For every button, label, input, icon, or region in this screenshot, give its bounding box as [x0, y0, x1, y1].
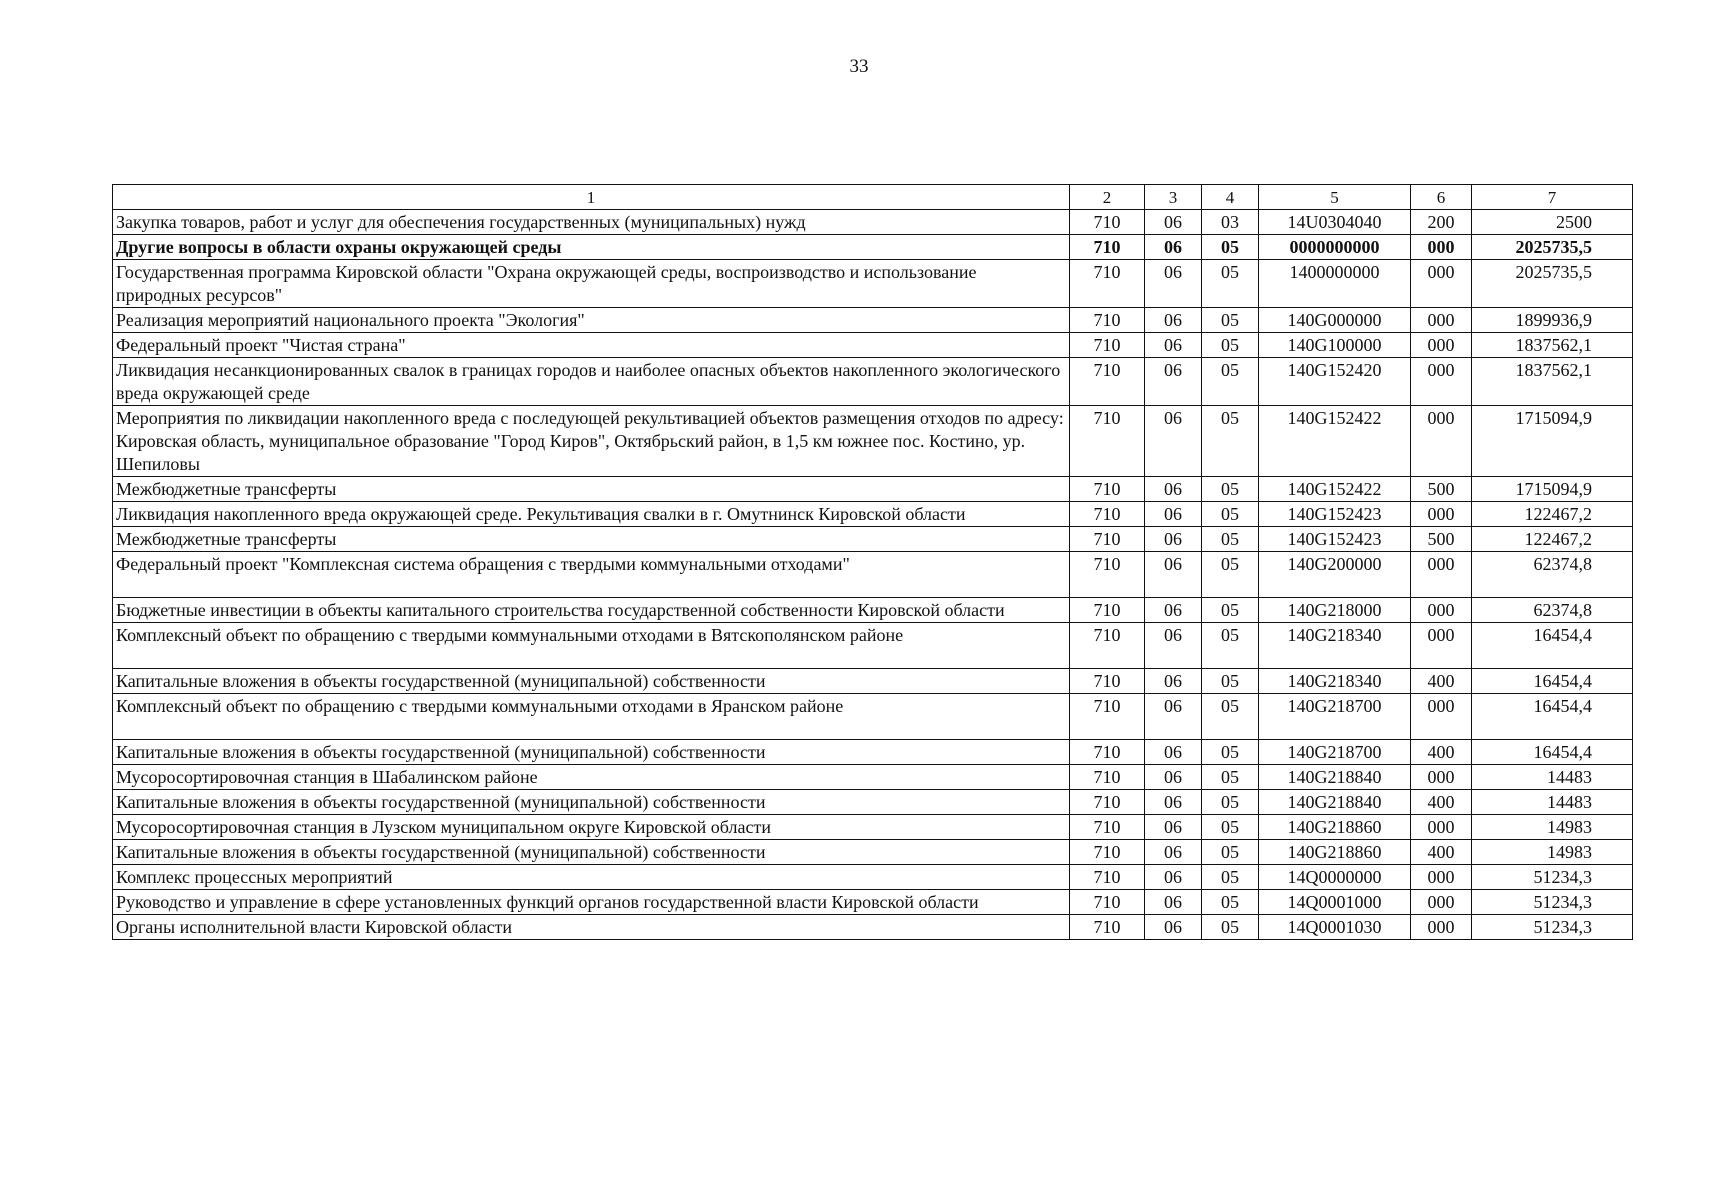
expense-type-cell: 000 [1411, 552, 1472, 598]
amount-cell: 16454,4 [1472, 623, 1633, 669]
subsection-code-cell: 05 [1202, 765, 1259, 790]
section-code-cell: 06 [1145, 915, 1202, 940]
amount-cell: 122467,2 [1472, 527, 1633, 552]
table-row [113, 210, 1633, 235]
expense-type-cell: 000 [1411, 623, 1472, 669]
table-row [113, 815, 1633, 840]
amount-cell: 1715094,9 [1472, 477, 1633, 502]
expense-type-cell: 000 [1411, 598, 1472, 623]
target-article-cell: 140G152422 [1259, 477, 1411, 502]
target-article-cell: 140G218340 [1259, 669, 1411, 694]
table-row [113, 598, 1633, 623]
expense-type-cell: 400 [1411, 840, 1472, 865]
ministry-code-cell: 710 [1070, 502, 1145, 527]
target-article-cell: 14U0304040 [1259, 210, 1411, 235]
expense-type-cell: 200 [1411, 210, 1472, 235]
table-row [113, 790, 1633, 815]
table-row [113, 406, 1633, 477]
item-name-cell: Закупка товаров, работ и услуг для обеспечения государственных (муниципальных) нужд [113, 210, 1070, 235]
expense-type-cell: 000 [1411, 815, 1472, 840]
amount-cell: 1899936,9 [1472, 308, 1633, 333]
subsection-code-cell: 05 [1202, 840, 1259, 865]
section-code-cell: 06 [1145, 308, 1202, 333]
subsection-code-cell: 05 [1202, 790, 1259, 815]
amount-cell: 1715094,9 [1472, 406, 1633, 477]
ministry-code-cell: 710 [1070, 333, 1145, 358]
subsection-code-cell: 05 [1202, 865, 1259, 890]
item-name-cell: Бюджетные инвестиции в объекты капитального строительства государственной собственности Кировской области [113, 598, 1070, 623]
subsection-code-cell: 05 [1202, 694, 1259, 740]
subsection-code-cell: 05 [1202, 598, 1259, 623]
subsection-code-cell: 05 [1202, 260, 1259, 308]
expense-type-cell: 000 [1411, 502, 1472, 527]
amount-cell: 1837562,1 [1472, 358, 1633, 406]
ministry-code-cell: 710 [1070, 815, 1145, 840]
ministry-code-cell: 710 [1070, 477, 1145, 502]
ministry-code-cell: 710 [1070, 840, 1145, 865]
table-row [113, 502, 1633, 527]
table-row [113, 333, 1633, 358]
section-code-cell: 06 [1145, 740, 1202, 765]
subsection-code-cell: 05 [1202, 815, 1259, 840]
amount-cell: 51234,3 [1472, 865, 1633, 890]
section-code-cell: 06 [1145, 210, 1202, 235]
column-header: 5 [1259, 185, 1411, 210]
budget-table [112, 184, 1633, 940]
section-code-cell: 06 [1145, 840, 1202, 865]
ministry-code-cell: 710 [1070, 740, 1145, 765]
target-article-cell: 140G218700 [1259, 694, 1411, 740]
expense-type-cell: 000 [1411, 260, 1472, 308]
target-article-cell: 140G218840 [1259, 790, 1411, 815]
table-row [113, 694, 1633, 740]
target-article-cell: 140G218000 [1259, 598, 1411, 623]
section-code-cell: 06 [1145, 406, 1202, 477]
item-name-cell: Мусоросортировочная станция в Шабалинском районе [113, 765, 1070, 790]
amount-cell: 14483 [1472, 790, 1633, 815]
subsection-code-cell: 05 [1202, 915, 1259, 940]
target-article-cell: 0000000000 [1259, 235, 1411, 260]
table-row [113, 865, 1633, 890]
section-code-cell: 06 [1145, 623, 1202, 669]
amount-cell: 62374,8 [1472, 598, 1633, 623]
amount-cell: 62374,8 [1472, 552, 1633, 598]
amount-cell: 2500 [1472, 210, 1633, 235]
table-header-row [113, 185, 1633, 210]
target-article-cell: 140G000000 [1259, 308, 1411, 333]
item-name-cell: Капитальные вложения в объекты государственной (муниципальной) собственности [113, 790, 1070, 815]
item-name-cell: Капитальные вложения в объекты государственной (муниципальной) собственности [113, 669, 1070, 694]
amount-cell: 2025735,5 [1472, 235, 1633, 260]
expense-type-cell: 400 [1411, 740, 1472, 765]
target-article-cell: 140G218840 [1259, 765, 1411, 790]
subsection-code-cell: 05 [1202, 235, 1259, 260]
amount-cell: 14483 [1472, 765, 1633, 790]
table-row [113, 260, 1633, 308]
target-article-cell: 140G100000 [1259, 333, 1411, 358]
ministry-code-cell: 710 [1070, 598, 1145, 623]
amount-cell: 14983 [1472, 840, 1633, 865]
ministry-code-cell: 710 [1070, 915, 1145, 940]
expense-type-cell: 000 [1411, 358, 1472, 406]
target-article-cell: 140G218700 [1259, 740, 1411, 765]
section-code-cell: 06 [1145, 815, 1202, 840]
column-header: 1 [113, 185, 1070, 210]
section-code-cell: 06 [1145, 669, 1202, 694]
target-article-cell: 140G200000 [1259, 552, 1411, 598]
expense-type-cell: 500 [1411, 527, 1472, 552]
item-name-cell: Комплекс процессных мероприятий [113, 865, 1070, 890]
table-row [113, 915, 1633, 940]
ministry-code-cell: 710 [1070, 623, 1145, 669]
section-code-cell: 06 [1145, 890, 1202, 915]
item-name-cell: Межбюджетные трансферты [113, 527, 1070, 552]
subsection-code-cell: 05 [1202, 527, 1259, 552]
expense-type-cell: 000 [1411, 915, 1472, 940]
expense-type-cell: 500 [1411, 477, 1472, 502]
ministry-code-cell: 710 [1070, 260, 1145, 308]
item-name-cell: Органы исполнительной власти Кировской области [113, 915, 1070, 940]
target-article-cell: 140G152422 [1259, 406, 1411, 477]
table-row [113, 308, 1633, 333]
page-number: 33 [849, 56, 869, 77]
item-name-cell: Другие вопросы в области охраны окружающей среды [113, 235, 1070, 260]
table-row [113, 765, 1633, 790]
subsection-code-cell: 05 [1202, 406, 1259, 477]
subsection-code-cell: 05 [1202, 890, 1259, 915]
table-row [113, 552, 1633, 598]
expense-type-cell: 000 [1411, 694, 1472, 740]
target-article-cell: 140G152420 [1259, 358, 1411, 406]
table-row [113, 477, 1633, 502]
ministry-code-cell: 710 [1070, 790, 1145, 815]
ministry-code-cell: 710 [1070, 210, 1145, 235]
section-code-cell: 06 [1145, 598, 1202, 623]
ministry-code-cell: 710 [1070, 694, 1145, 740]
expense-type-cell: 000 [1411, 865, 1472, 890]
ministry-code-cell: 710 [1070, 527, 1145, 552]
amount-cell: 2025735,5 [1472, 260, 1633, 308]
amount-cell: 51234,3 [1472, 890, 1633, 915]
table-row [113, 669, 1633, 694]
target-article-cell: 140G218860 [1259, 840, 1411, 865]
expense-type-cell: 000 [1411, 333, 1472, 358]
subsection-code-cell: 03 [1202, 210, 1259, 235]
target-article-cell: 140G152423 [1259, 527, 1411, 552]
column-header: 4 [1202, 185, 1259, 210]
item-name-cell: Федеральный проект "Комплексная система обращения с твердыми коммунальными отходами" [113, 552, 1070, 598]
table-row [113, 358, 1633, 406]
expense-type-cell: 000 [1411, 235, 1472, 260]
ministry-code-cell: 710 [1070, 358, 1145, 406]
section-code-cell: 06 [1145, 790, 1202, 815]
section-code-cell: 06 [1145, 765, 1202, 790]
ministry-code-cell: 710 [1070, 669, 1145, 694]
section-code-cell: 06 [1145, 552, 1202, 598]
ministry-code-cell: 710 [1070, 235, 1145, 260]
column-header: 2 [1070, 185, 1145, 210]
section-code-cell: 06 [1145, 694, 1202, 740]
ministry-code-cell: 710 [1070, 552, 1145, 598]
target-article-cell: 140G152423 [1259, 502, 1411, 527]
item-name-cell: Комплексный объект по обращению с твердыми коммунальными отходами в Вятскополянском районе [113, 623, 1070, 669]
ministry-code-cell: 710 [1070, 765, 1145, 790]
amount-cell: 1837562,1 [1472, 333, 1633, 358]
column-header: 3 [1145, 185, 1202, 210]
section-code-cell: 06 [1145, 358, 1202, 406]
target-article-cell: 14Q0000000 [1259, 865, 1411, 890]
column-header: 7 [1472, 185, 1633, 210]
section-code-cell: 06 [1145, 333, 1202, 358]
table-body [113, 210, 1633, 940]
item-name-cell: Капитальные вложения в объекты государственной (муниципальной) собственности [113, 740, 1070, 765]
item-name-cell: Межбюджетные трансферты [113, 477, 1070, 502]
subsection-code-cell: 05 [1202, 669, 1259, 694]
subsection-code-cell: 05 [1202, 333, 1259, 358]
amount-cell: 16454,4 [1472, 669, 1633, 694]
ministry-code-cell: 710 [1070, 406, 1145, 477]
section-code-cell: 06 [1145, 865, 1202, 890]
item-name-cell: Руководство и управление в сфере установленных функций органов государственной власти Кировской области [113, 890, 1070, 915]
item-name-cell: Капитальные вложения в объекты государственной (муниципальной) собственности [113, 840, 1070, 865]
target-article-cell: 14Q0001030 [1259, 915, 1411, 940]
ministry-code-cell: 710 [1070, 890, 1145, 915]
amount-cell: 16454,4 [1472, 740, 1633, 765]
section-code-cell: 06 [1145, 502, 1202, 527]
item-name-cell: Комплексный объект по обращению с твердыми коммунальными отходами в Яранском районе [113, 694, 1070, 740]
subsection-code-cell: 05 [1202, 552, 1259, 598]
target-article-cell: 1400000000 [1259, 260, 1411, 308]
subsection-code-cell: 05 [1202, 740, 1259, 765]
section-code-cell: 06 [1145, 527, 1202, 552]
expense-type-cell: 400 [1411, 669, 1472, 694]
amount-cell: 122467,2 [1472, 502, 1633, 527]
item-name-cell: Ликвидация накопленного вреда окружающей среде. Рекультивация свалки в г. Омутнинск Кировской области [113, 502, 1070, 527]
expense-type-cell: 000 [1411, 765, 1472, 790]
target-article-cell: 14Q0001000 [1259, 890, 1411, 915]
item-name-cell: Мусоросортировочная станция в Лузском муниципальном округе Кировской области [113, 815, 1070, 840]
section-code-cell: 06 [1145, 477, 1202, 502]
item-name-cell: Федеральный проект "Чистая страна" [113, 333, 1070, 358]
section-code-cell: 06 [1145, 235, 1202, 260]
target-article-cell: 140G218860 [1259, 815, 1411, 840]
subsection-code-cell: 05 [1202, 308, 1259, 333]
table-row [113, 527, 1633, 552]
table-row [113, 890, 1633, 915]
amount-cell: 16454,4 [1472, 694, 1633, 740]
subsection-code-cell: 05 [1202, 477, 1259, 502]
subsection-code-cell: 05 [1202, 358, 1259, 406]
expense-type-cell: 000 [1411, 890, 1472, 915]
amount-cell: 14983 [1472, 815, 1633, 840]
expense-type-cell: 400 [1411, 790, 1472, 815]
table-row [113, 740, 1633, 765]
section-code-cell: 06 [1145, 260, 1202, 308]
subsection-code-cell: 05 [1202, 502, 1259, 527]
table-row [113, 840, 1633, 865]
subsection-code-cell: 05 [1202, 623, 1259, 669]
amount-cell: 51234,3 [1472, 915, 1633, 940]
column-header: 6 [1411, 185, 1472, 210]
expense-type-cell: 000 [1411, 308, 1472, 333]
ministry-code-cell: 710 [1070, 308, 1145, 333]
ministry-code-cell: 710 [1070, 865, 1145, 890]
item-name-cell: Реализация мероприятий национального проекта "Экология" [113, 308, 1070, 333]
item-name-cell: Ликвидация несанкционированных свалок в границах городов и наиболее опасных объектов накопленного экологического вреда окружающей среде [113, 358, 1070, 406]
item-name-cell: Мероприятия по ликвидации накопленного вреда с последующей рекультивацией объектов размещения отходов по адресу: Кировская область, муниципальное образование "Город Киров", Октябрьский район, в 1,5 км южнее пос. Костино, ур. Шепиловы [113, 406, 1070, 477]
item-name-cell: Государственная программа Кировской области "Охрана окружающей среды, воспроизводство и использование природных ресурсов" [113, 260, 1070, 308]
target-article-cell: 140G218340 [1259, 623, 1411, 669]
expense-type-cell: 000 [1411, 406, 1472, 477]
table-row [113, 623, 1633, 669]
table-row [113, 235, 1633, 260]
